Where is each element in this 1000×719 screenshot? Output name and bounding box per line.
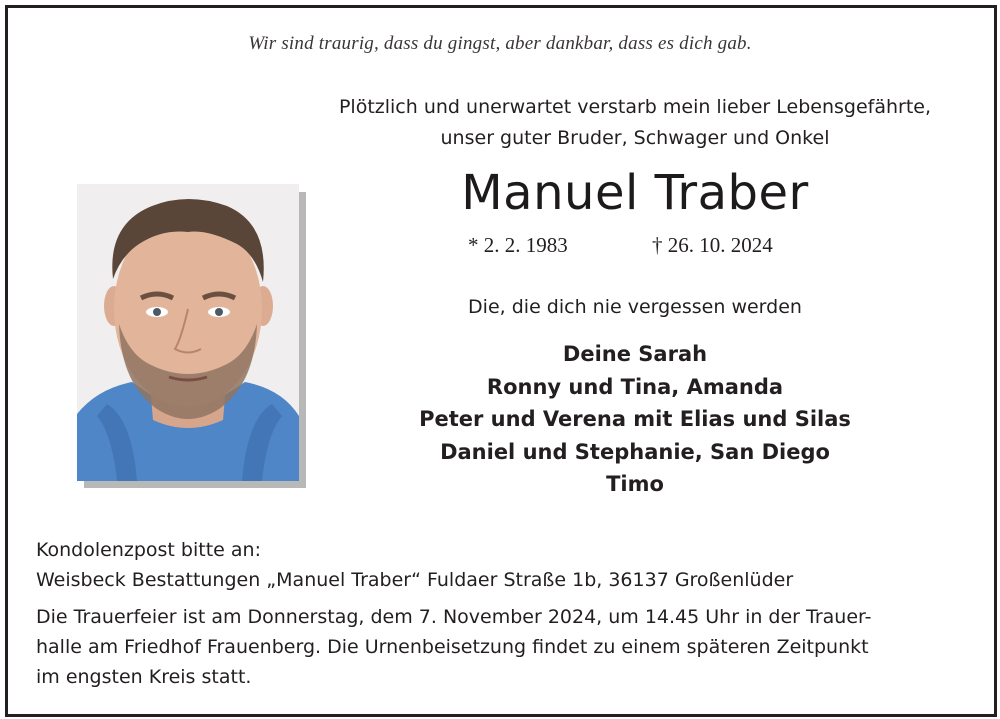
mourner-entry: Peter und Verena mit Elias und Silas xyxy=(419,407,851,431)
intro-line: unser guter Bruder, Schwager und Onkel xyxy=(440,127,830,149)
ceremony-line: im engsten Kreis statt. xyxy=(36,666,252,688)
mourner-entry: Ronny und Tina, Amanda xyxy=(486,374,784,399)
condolence-line: Kondolenzpost bitte an: xyxy=(36,539,261,561)
condolence-line: Weisbeck Bestattungen „Manuel Traber“ Fuldaer Straße 1b, 36137 Großenlüder xyxy=(36,569,794,591)
mourner-entry: Daniel und Stephanie, San Diego xyxy=(440,439,830,464)
birth-date: * 2. 2. 1983 xyxy=(468,233,568,257)
mourners-list xyxy=(280,338,990,501)
condolence-address xyxy=(36,535,971,595)
intro-line: Plötzlich und unerwartet verstarb mein lieber Lebensgefährte, xyxy=(338,96,932,118)
portrait-illustration xyxy=(77,184,299,481)
portrait-photo xyxy=(77,184,299,481)
left-pupil xyxy=(153,308,161,316)
ceremony-line: halle am Friedhof Frauenberg. Die Urnenbeisetzung findet zu einem späteren Zeitpunkt xyxy=(36,636,869,658)
intro-text xyxy=(280,92,990,154)
deceased-name: Manuel Traber xyxy=(461,165,809,221)
motto-text: Wir sind traurig, dass du gingst, aber dankbar, dass es dich gab. xyxy=(248,33,752,54)
mourner-entry: Deine Sarah xyxy=(562,342,708,366)
ceremony-line: Die Trauerfeier ist am Donnerstag, dem 7. November 2024, um 14.45 Uhr in der Trauer- xyxy=(36,606,872,628)
death-date: † 26. 10. 2024 xyxy=(652,233,773,257)
mourner-entry: Timo xyxy=(606,472,664,496)
ceremony-info xyxy=(36,602,966,692)
mourners-heading: Die, die dich nie vergessen werden xyxy=(468,296,802,318)
right-pupil xyxy=(215,308,223,316)
